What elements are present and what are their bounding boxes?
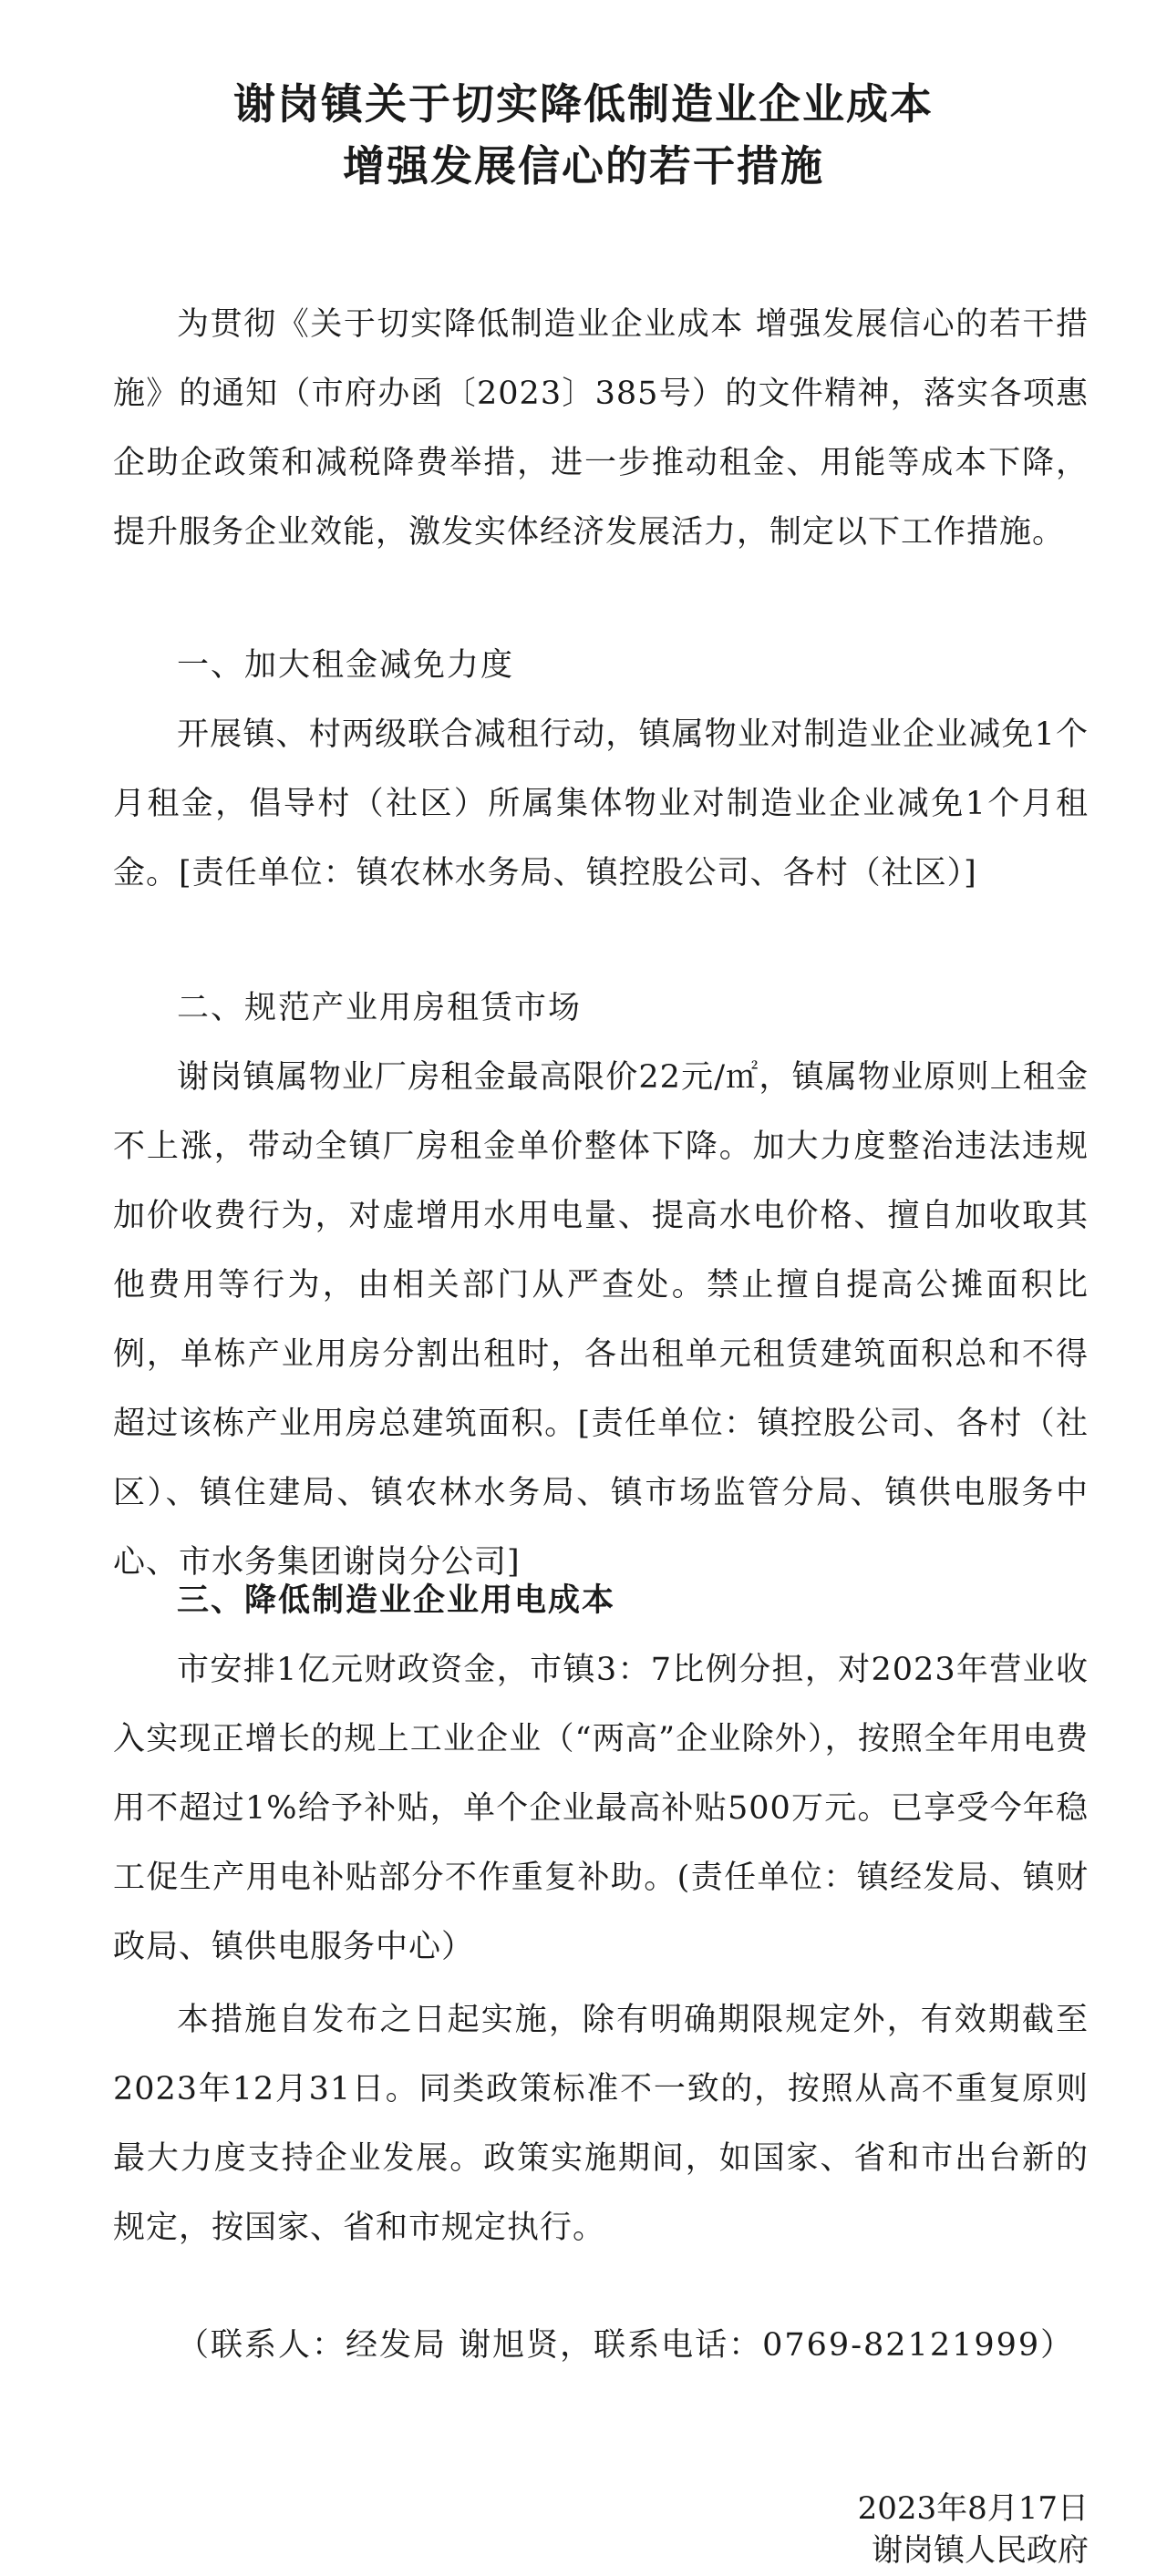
signature-date: 2023年8月17日	[857, 2490, 1089, 2527]
section-2-heading: 二、规范产业用房租赁市场	[177, 990, 583, 1026]
contact-info: （联系人：经发局 谢旭贤，联系电话：0769-82121999）	[177, 2327, 1075, 2364]
section-1-body: 开展镇、村两级联合减租行动，镇属物业对制造业企业减免1个月租金，倡导村（社区）所属集体物业对制造业企业减免1个月租金。[责任单位：镇农林水务局、镇控股公司、各村（社区）]	[113, 716, 1089, 891]
section-3-body: 市安排1亿元财政资金，市镇3：7比例分担，对2023年营业收入实现正增长的规上工业企业（“两高”企业除外），按照全年用电费用不超过1%给予补贴，单个企业最高补贴500万元。已享受今年稳工促生产用电补贴部分不作重复补助。(责任单位：镇经发局、镇财政局、镇供电服务中心）	[113, 1652, 1089, 1965]
section-3-heading: 三、降低制造业企业用电成本	[177, 1582, 616, 1619]
intro-paragraph: 为贯彻《关于切实降低制造业企业成本 增强发展信心的若干措施》的通知（市府办函〔2023〕385号）的文件精神，落实各项惠企助企政策和减税降费举措，进一步推动租金、用能等成本下降，提升服务企业效能，激发实体经济发展活力，制定以下工作措施。	[113, 306, 1089, 551]
section-2-body: 谢岗镇属物业厂房租金最高限价22元/㎡，镇属物业原则上租金不上涨，带动全镇厂房租金单价整体下降。加大力度整治违法违规加价收费行为，对虚增用水用电量、提高水电价格、擅自加收取其他费用等行为，由相关部门从严查处。禁止擅自提高公摊面积比例，单栋产业用房分割出租时，各出租单元租赁建筑面积总和不得超过该栋产业用房总建筑面积。[责任单位：镇控股公司、各村（社区）、镇住建局、镇农林水务局、镇市场监管分局、镇供电服务中心、市水务集团谢岗分公司]	[113, 1059, 1089, 1581]
section-1-heading: 一、加大租金减免力度	[177, 647, 515, 684]
signature-organization: 谢岗镇人民政府	[872, 2532, 1089, 2569]
closing-paragraph: 本措施自发布之日起实施，除有明确期限规定外，有效期截至2023年12月31日。同类政策标准不一致的，按照从高不重复原则最大力度支持企业发展。政策实施期间，如国家、省和市出台新的规定，按国家、省和市规定执行。	[113, 2002, 1089, 2246]
document-title-line-2: 增强发展信心的若干措施	[343, 141, 824, 191]
document-title-line-1: 谢岗镇关于切实降低制造业企业成本	[233, 79, 934, 129]
